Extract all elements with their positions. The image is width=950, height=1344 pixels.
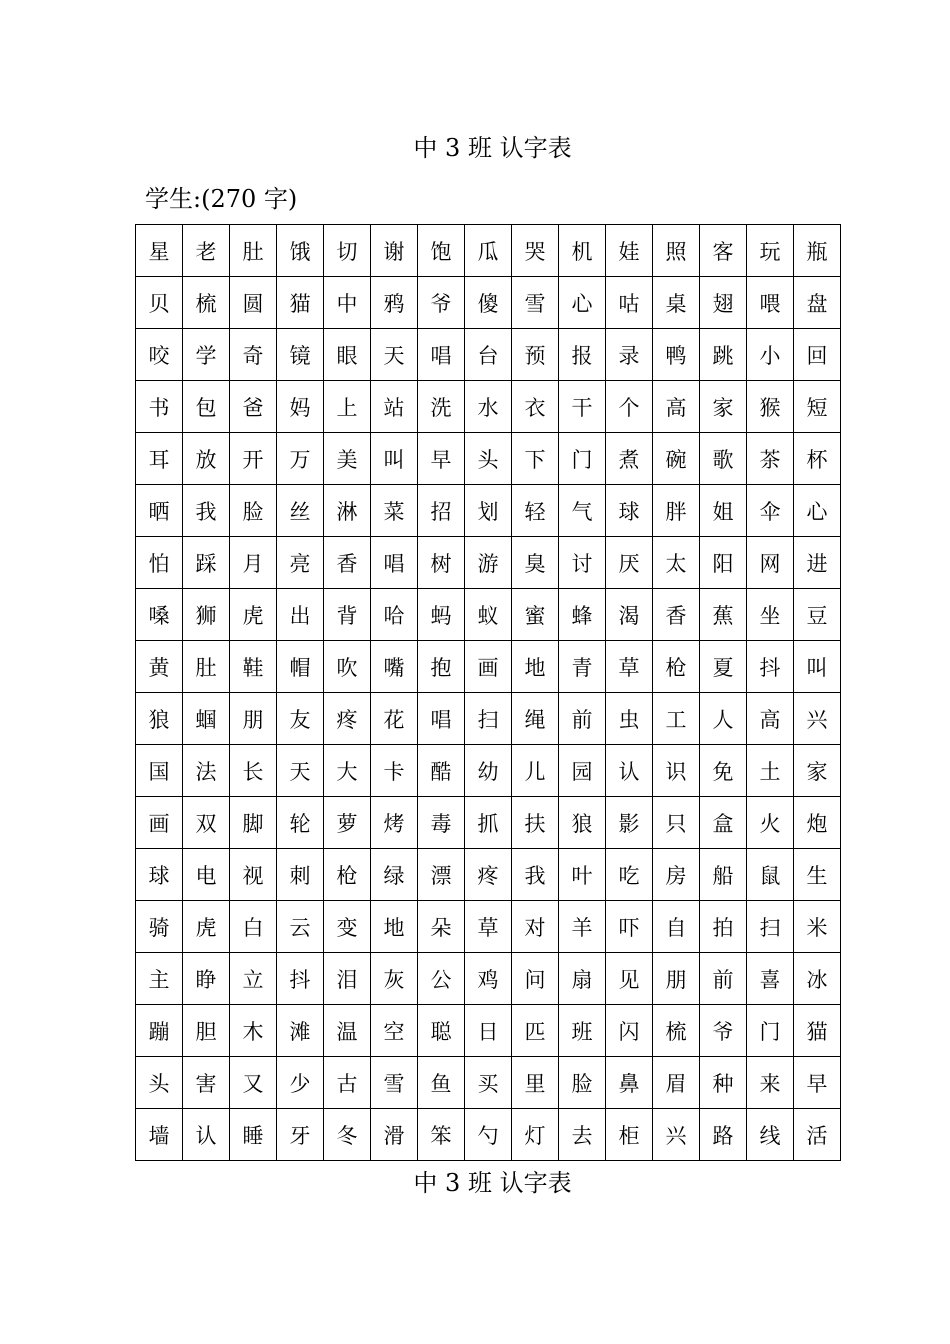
- table-row: [136, 745, 841, 797]
- character-cell: 路: [700, 1109, 747, 1161]
- character-cell: 饱: [418, 225, 465, 277]
- character-cell: 脸: [559, 1057, 606, 1109]
- character-cell: 鸭: [653, 329, 700, 381]
- character-cell: 灯: [512, 1109, 559, 1161]
- character-cell: 傻: [465, 277, 512, 329]
- character-cell: 娃: [606, 225, 653, 277]
- character-cell: 咬: [136, 329, 183, 381]
- character-cell: 天: [277, 745, 324, 797]
- character-cell: 家: [700, 381, 747, 433]
- character-cell: 讨: [559, 537, 606, 589]
- character-cell: 前: [559, 693, 606, 745]
- character-cell: 高: [653, 381, 700, 433]
- character-cell: 生: [794, 849, 841, 901]
- character-cell: 蕉: [700, 589, 747, 641]
- character-cell: 疼: [324, 693, 371, 745]
- character-cell: 狼: [559, 797, 606, 849]
- character-cell: 夏: [700, 641, 747, 693]
- character-cell: 树: [418, 537, 465, 589]
- character-cell: 双: [183, 797, 230, 849]
- character-cell: 枪: [324, 849, 371, 901]
- character-cell: 刺: [277, 849, 324, 901]
- character-cell: 早: [794, 1057, 841, 1109]
- table-row: [136, 849, 841, 901]
- character-cell: 瓶: [794, 225, 841, 277]
- character-cell: 日: [465, 1005, 512, 1057]
- character-cell: 嗓: [136, 589, 183, 641]
- character-cell: 菜: [371, 485, 418, 537]
- character-cell: 开: [230, 433, 277, 485]
- character-cell: 回: [794, 329, 841, 381]
- character-cell: 茶: [747, 433, 794, 485]
- character-cell: 叶: [559, 849, 606, 901]
- character-cell: 幼: [465, 745, 512, 797]
- character-cell: 冬: [324, 1109, 371, 1161]
- table-row: [136, 485, 841, 537]
- character-cell: 只: [653, 797, 700, 849]
- character-cell: 气: [559, 485, 606, 537]
- character-cell: 园: [559, 745, 606, 797]
- character-cell: 晒: [136, 485, 183, 537]
- character-cell: 匹: [512, 1005, 559, 1057]
- character-cell: 学: [183, 329, 230, 381]
- character-cell: 书: [136, 381, 183, 433]
- character-cell: 头: [136, 1057, 183, 1109]
- character-cell: 国: [136, 745, 183, 797]
- character-cell: 线: [747, 1109, 794, 1161]
- character-cell: 照: [653, 225, 700, 277]
- page-title: 中 3 班 认字表: [413, 134, 572, 162]
- character-cell: 胖: [653, 485, 700, 537]
- character-cell: 背: [324, 589, 371, 641]
- character-cell: 免: [700, 745, 747, 797]
- character-cell: 羊: [559, 901, 606, 953]
- character-cell: 蝈: [183, 693, 230, 745]
- character-cell: 天: [371, 329, 418, 381]
- character-cell: 唱: [418, 329, 465, 381]
- character-cell: 门: [747, 1005, 794, 1057]
- character-cell: 帽: [277, 641, 324, 693]
- character-cell: 吹: [324, 641, 371, 693]
- character-cell: 爷: [418, 277, 465, 329]
- character-cell: 土: [747, 745, 794, 797]
- character-cell: 脚: [230, 797, 277, 849]
- character-cell: 法: [183, 745, 230, 797]
- character-cell: 温: [324, 1005, 371, 1057]
- character-cell: 睡: [230, 1109, 277, 1161]
- character-cell: 预: [512, 329, 559, 381]
- character-cell: 月: [230, 537, 277, 589]
- character-cell: 古: [324, 1057, 371, 1109]
- character-cell: 友: [277, 693, 324, 745]
- character-cell: 识: [653, 745, 700, 797]
- character-cell: 嘴: [371, 641, 418, 693]
- character-cell: 火: [747, 797, 794, 849]
- table-row: [136, 797, 841, 849]
- character-cell: 水: [465, 381, 512, 433]
- character-cell: 兴: [653, 1109, 700, 1161]
- character-cell: 轮: [277, 797, 324, 849]
- character-cell: 蚂: [418, 589, 465, 641]
- character-cell: 认: [183, 1109, 230, 1161]
- character-cell: 爷: [700, 1005, 747, 1057]
- character-cell: 睁: [183, 953, 230, 1005]
- character-cell: 报: [559, 329, 606, 381]
- character-cell: 渴: [606, 589, 653, 641]
- character-cell: 鱼: [418, 1057, 465, 1109]
- character-cell: 肚: [183, 641, 230, 693]
- character-cell: 去: [559, 1109, 606, 1161]
- character-cell: 又: [230, 1057, 277, 1109]
- character-cell: 放: [183, 433, 230, 485]
- table-row: [136, 641, 841, 693]
- character-cell: 抖: [747, 641, 794, 693]
- character-cell: 蚁: [465, 589, 512, 641]
- character-cell: 网: [747, 537, 794, 589]
- character-cell: 疼: [465, 849, 512, 901]
- character-cell: 墙: [136, 1109, 183, 1161]
- character-cell: 万: [277, 433, 324, 485]
- character-cell: 球: [606, 485, 653, 537]
- character-cell: 变: [324, 901, 371, 953]
- character-cell: 眉: [653, 1057, 700, 1109]
- character-cell: 害: [183, 1057, 230, 1109]
- character-cell: 来: [747, 1057, 794, 1109]
- character-cell: 白: [230, 901, 277, 953]
- character-cell: 唱: [371, 537, 418, 589]
- character-cell: 门: [559, 433, 606, 485]
- character-cell: 煮: [606, 433, 653, 485]
- character-cell: 梳: [183, 277, 230, 329]
- character-cell: 吓: [606, 901, 653, 953]
- character-cell: 美: [324, 433, 371, 485]
- character-cell: 妈: [277, 381, 324, 433]
- character-cell: 短: [794, 381, 841, 433]
- character-cell: 厌: [606, 537, 653, 589]
- character-cell: 云: [277, 901, 324, 953]
- character-cell: 圆: [230, 277, 277, 329]
- character-cell: 里: [512, 1057, 559, 1109]
- character-cell: 抓: [465, 797, 512, 849]
- character-cell: 泪: [324, 953, 371, 1005]
- character-cell: 跳: [700, 329, 747, 381]
- table-row: [136, 537, 841, 589]
- character-cell: 台: [465, 329, 512, 381]
- table-row: [136, 277, 841, 329]
- character-cell: 公: [418, 953, 465, 1005]
- character-cell: 淋: [324, 485, 371, 537]
- character-cell: 种: [700, 1057, 747, 1109]
- character-cell: 小: [747, 329, 794, 381]
- character-cell: 见: [606, 953, 653, 1005]
- character-cell: 电: [183, 849, 230, 901]
- character-cell: 牙: [277, 1109, 324, 1161]
- character-cell: 星: [136, 225, 183, 277]
- character-cell: 老: [183, 225, 230, 277]
- character-cell: 画: [465, 641, 512, 693]
- character-cell: 朋: [230, 693, 277, 745]
- character-cell: 录: [606, 329, 653, 381]
- character-cell: 饿: [277, 225, 324, 277]
- character-cell: 班: [559, 1005, 606, 1057]
- character-cell: 少: [277, 1057, 324, 1109]
- character-cell: 头: [465, 433, 512, 485]
- character-cell: 木: [230, 1005, 277, 1057]
- character-cell: 萝: [324, 797, 371, 849]
- character-cell: 包: [183, 381, 230, 433]
- character-cell: 抱: [418, 641, 465, 693]
- table-row: [136, 693, 841, 745]
- character-cell: 蜂: [559, 589, 606, 641]
- character-cell: 爸: [230, 381, 277, 433]
- character-cell: 客: [700, 225, 747, 277]
- character-cell: 前: [700, 953, 747, 1005]
- character-cell: 猴: [747, 381, 794, 433]
- character-cell: 盒: [700, 797, 747, 849]
- table-row: [136, 953, 841, 1005]
- character-cell: 上: [324, 381, 371, 433]
- character-cell: 梳: [653, 1005, 700, 1057]
- character-cell: 蜜: [512, 589, 559, 641]
- character-cell: 自: [653, 901, 700, 953]
- character-cell: 鼠: [747, 849, 794, 901]
- character-cell: 朋: [653, 953, 700, 1005]
- character-cell: 脸: [230, 485, 277, 537]
- table-row: [136, 1109, 841, 1161]
- character-cell: 球: [136, 849, 183, 901]
- character-cell: 米: [794, 901, 841, 953]
- character-cell: 草: [465, 901, 512, 953]
- character-cell: 我: [512, 849, 559, 901]
- character-cell: 卡: [371, 745, 418, 797]
- character-cell: 主: [136, 953, 183, 1005]
- character-cell: 勺: [465, 1109, 512, 1161]
- character-cell: 鸦: [371, 277, 418, 329]
- character-cell: 朵: [418, 901, 465, 953]
- character-cell: 工: [653, 693, 700, 745]
- table-row: [136, 1057, 841, 1109]
- character-cell: 伞: [747, 485, 794, 537]
- character-cell: 哈: [371, 589, 418, 641]
- character-cell: 船: [700, 849, 747, 901]
- character-cell: 游: [465, 537, 512, 589]
- character-cell: 绿: [371, 849, 418, 901]
- character-cell: 划: [465, 485, 512, 537]
- character-cell: 黄: [136, 641, 183, 693]
- character-cell: 下: [512, 433, 559, 485]
- character-cell: 我: [183, 485, 230, 537]
- character-cell: 买: [465, 1057, 512, 1109]
- character-cell: 站: [371, 381, 418, 433]
- character-cell: 兴: [794, 693, 841, 745]
- character-cell: 拍: [700, 901, 747, 953]
- character-cell: 贝: [136, 277, 183, 329]
- character-cell: 狼: [136, 693, 183, 745]
- character-cell: 干: [559, 381, 606, 433]
- character-cell: 洗: [418, 381, 465, 433]
- character-cell: 鼻: [606, 1057, 653, 1109]
- character-cell: 闪: [606, 1005, 653, 1057]
- character-cell: 儿: [512, 745, 559, 797]
- character-cell: 猫: [794, 1005, 841, 1057]
- character-cell: 扫: [465, 693, 512, 745]
- character-cell: 立: [230, 953, 277, 1005]
- character-cell: 怕: [136, 537, 183, 589]
- character-cell: 心: [794, 485, 841, 537]
- character-cell: 肚: [230, 225, 277, 277]
- table-row: [136, 329, 841, 381]
- character-cell: 地: [512, 641, 559, 693]
- character-cell: 认: [606, 745, 653, 797]
- character-cell: 机: [559, 225, 606, 277]
- character-cell: 草: [606, 641, 653, 693]
- table-row: [136, 381, 841, 433]
- character-cell: 灰: [371, 953, 418, 1005]
- character-cell: 香: [324, 537, 371, 589]
- character-cell: 眼: [324, 329, 371, 381]
- character-cell: 冰: [794, 953, 841, 1005]
- character-cell: 中: [324, 277, 371, 329]
- character-cell: 虎: [183, 901, 230, 953]
- character-cell: 瓜: [465, 225, 512, 277]
- table-row: [136, 901, 841, 953]
- character-cell: 聪: [418, 1005, 465, 1057]
- character-cell: 问: [512, 953, 559, 1005]
- character-cell: 歌: [700, 433, 747, 485]
- character-cell: 太: [653, 537, 700, 589]
- character-cell: 空: [371, 1005, 418, 1057]
- character-cell: 家: [794, 745, 841, 797]
- character-cell: 扇: [559, 953, 606, 1005]
- character-cell: 地: [371, 901, 418, 953]
- character-cell: 枪: [653, 641, 700, 693]
- character-cell: 切: [324, 225, 371, 277]
- character-cell: 镜: [277, 329, 324, 381]
- character-cell: 抖: [277, 953, 324, 1005]
- character-cell: 杯: [794, 433, 841, 485]
- character-cell: 画: [136, 797, 183, 849]
- character-cell: 视: [230, 849, 277, 901]
- character-cell: 扶: [512, 797, 559, 849]
- character-cell: 谢: [371, 225, 418, 277]
- character-cell: 影: [606, 797, 653, 849]
- character-cell: 姐: [700, 485, 747, 537]
- character-cell: 漂: [418, 849, 465, 901]
- character-cell: 烤: [371, 797, 418, 849]
- character-cell: 胆: [183, 1005, 230, 1057]
- character-cell: 进: [794, 537, 841, 589]
- character-cell: 雪: [512, 277, 559, 329]
- character-cell: 高: [747, 693, 794, 745]
- character-cell: 轻: [512, 485, 559, 537]
- character-cell: 翅: [700, 277, 747, 329]
- character-cell: 鸡: [465, 953, 512, 1005]
- character-cell: 柜: [606, 1109, 653, 1161]
- character-cell: 桌: [653, 277, 700, 329]
- character-cell: 招: [418, 485, 465, 537]
- character-cell: 喜: [747, 953, 794, 1005]
- character-cell: 花: [371, 693, 418, 745]
- character-cell: 亮: [277, 537, 324, 589]
- character-cell: 虎: [230, 589, 277, 641]
- character-cell: 奇: [230, 329, 277, 381]
- table-row: [136, 225, 841, 277]
- character-cell: 耳: [136, 433, 183, 485]
- character-cell: 雪: [371, 1057, 418, 1109]
- character-cell: 狮: [183, 589, 230, 641]
- character-cell: 心: [559, 277, 606, 329]
- character-cell: 阳: [700, 537, 747, 589]
- character-cell: 咕: [606, 277, 653, 329]
- character-cell: 盘: [794, 277, 841, 329]
- character-cell: 绳: [512, 693, 559, 745]
- character-cell: 大: [324, 745, 371, 797]
- character-cell: 滑: [371, 1109, 418, 1161]
- character-cell: 丝: [277, 485, 324, 537]
- character-cell: 鞋: [230, 641, 277, 693]
- character-cell: 活: [794, 1109, 841, 1161]
- character-cell: 叫: [794, 641, 841, 693]
- character-cell: 吃: [606, 849, 653, 901]
- student-label: 学生:(270 字): [145, 185, 298, 213]
- character-cell: 酷: [418, 745, 465, 797]
- character-cell: 人: [700, 693, 747, 745]
- character-cell: 蹦: [136, 1005, 183, 1057]
- character-cell: 对: [512, 901, 559, 953]
- character-cell: 扫: [747, 901, 794, 953]
- table-row: [136, 433, 841, 485]
- table-row: [136, 589, 841, 641]
- character-cell: 骑: [136, 901, 183, 953]
- table-row: [136, 1005, 841, 1057]
- character-cell: 碗: [653, 433, 700, 485]
- character-cell: 虫: [606, 693, 653, 745]
- character-cell: 毒: [418, 797, 465, 849]
- character-cell: 出: [277, 589, 324, 641]
- character-cell: 长: [230, 745, 277, 797]
- character-cell: 青: [559, 641, 606, 693]
- character-cell: 豆: [794, 589, 841, 641]
- character-cell: 叫: [371, 433, 418, 485]
- character-cell: 坐: [747, 589, 794, 641]
- character-cell: 笨: [418, 1109, 465, 1161]
- character-cell: 滩: [277, 1005, 324, 1057]
- character-cell: 早: [418, 433, 465, 485]
- character-cell: 踩: [183, 537, 230, 589]
- character-cell: 臭: [512, 537, 559, 589]
- character-cell: 香: [653, 589, 700, 641]
- character-cell: 喂: [747, 277, 794, 329]
- character-cell: 玩: [747, 225, 794, 277]
- character-cell: 衣: [512, 381, 559, 433]
- page-title-bottom: 中 3 班 认字表: [413, 1169, 572, 1197]
- character-cell: 唱: [418, 693, 465, 745]
- character-cell: 房: [653, 849, 700, 901]
- character-table: [135, 224, 841, 1161]
- character-cell: 哭: [512, 225, 559, 277]
- character-cell: 个: [606, 381, 653, 433]
- character-cell: 猫: [277, 277, 324, 329]
- character-cell: 炮: [794, 797, 841, 849]
